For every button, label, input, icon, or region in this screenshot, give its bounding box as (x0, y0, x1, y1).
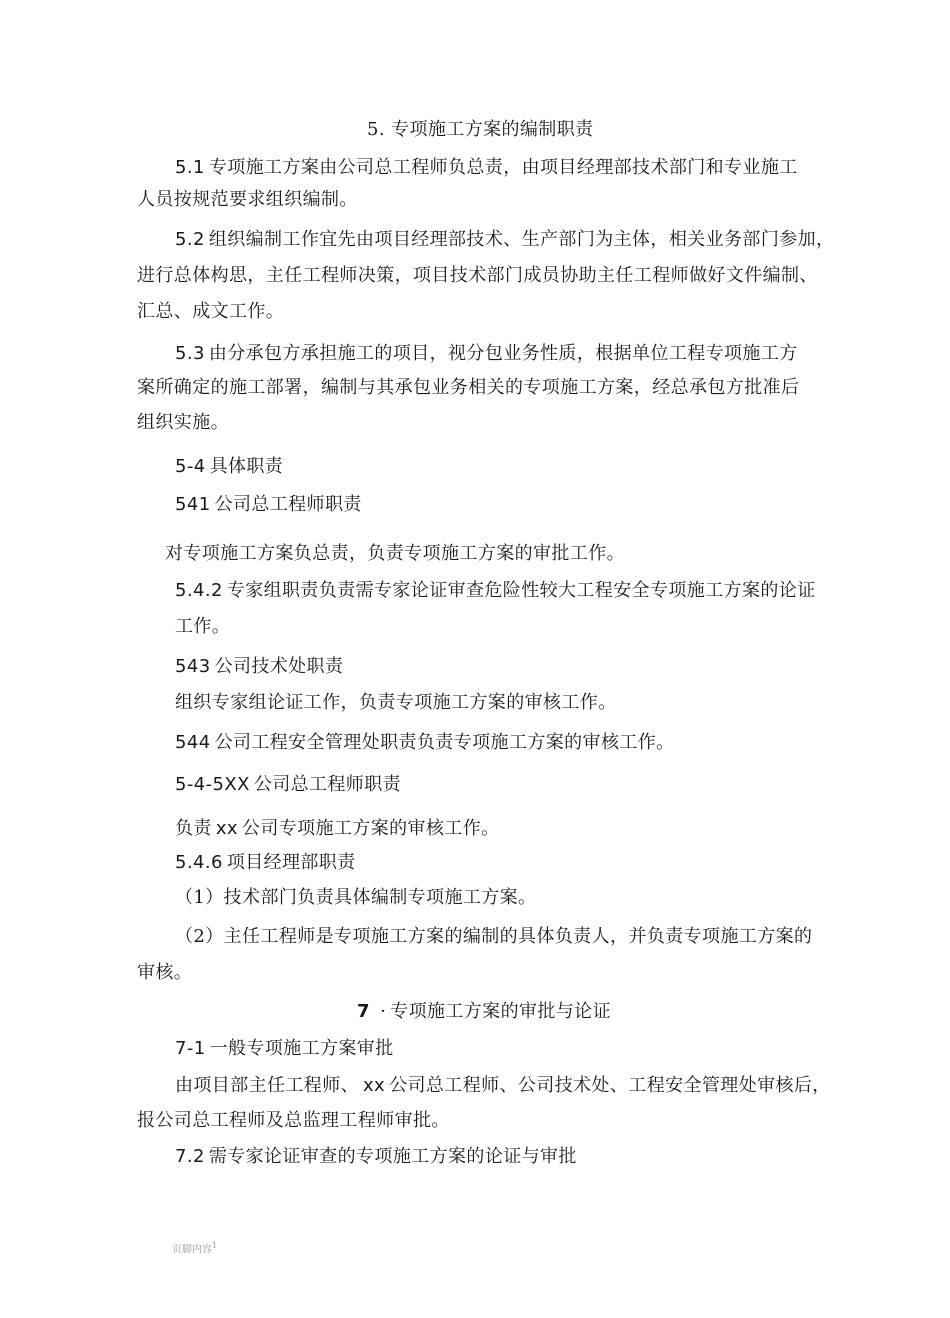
paragraph-5-1-line-2: 人员按规范要求组织编制。 (137, 189, 358, 210)
section-5-title: 5. 专项施工方案的编制职责 (367, 119, 594, 140)
paragraph-5-2-line-1: 5.2 组织编制工作宜先由项目经理部技术、生产部门为主体，相关业务部门参加， (175, 229, 835, 250)
paragraph-5-4-6-item-2-line-2: 审核。 (137, 962, 193, 983)
paragraph-5-4-2-line-1: 5.4.2 专家组职责负责需专家论证审查危险性较大工程安全专项施工方案的论证 (175, 580, 816, 601)
paragraph-5-4-1: 541 公司总工程师职责 (175, 494, 362, 515)
paragraph-7-1-line-1: 由项目部主任工程师、 xx 公司总工程师、公司技术处、工程安全管理处审核后， (175, 1075, 831, 1096)
paragraph-5-4-2-line-2: 工作。 (175, 616, 231, 637)
paragraph-5-4-1-body: 对专项施工方案负总责，负责专项施工方案的审批工作。 (165, 543, 625, 564)
paragraph-5-2-line-2: 进行总体构思，主任工程师决策，项目技术部门成员协助主任工程师做好文件编制、 (137, 265, 818, 286)
paragraph-5-2-line-3: 汇总、成文工作。 (137, 301, 285, 322)
paragraph-5-3-line-2: 案所确定的施工部署，编制与其承包业务相关的专项施工方案，经总承包方批准后 (137, 377, 800, 398)
section-7-title: 7 · 专项施工方案的审批与论证 (357, 1001, 611, 1022)
paragraph-5-4-3: 543 公司技术处职责 (175, 656, 344, 677)
paragraph-7-1-line-2: 报公司总工程师及总监理工程师审批。 (137, 1110, 450, 1131)
page-footer: 页脚内容$^1$ (172, 1240, 218, 1256)
paragraph-7-2: 7.2 需专家论证审查的专项施工方案的论证与审批 (175, 1146, 577, 1167)
paragraph-5-4-6: 5.4.6 项目经理部职责 (175, 852, 356, 873)
paragraph-5-4-4: 544 公司工程安全管理处职责负责专项施工方案的审核工作。 (175, 732, 675, 753)
paragraph-5-4: 5-4 具体职责 (175, 456, 284, 477)
paragraph-5-4-5: 5-4-5XX 公司总工程师职责 (175, 774, 402, 795)
paragraph-5-4-3-body: 组织专家组论证工作，负责专项施工方案的审核工作。 (175, 692, 617, 713)
paragraph-5-3-line-3: 组织实施。 (137, 412, 229, 433)
paragraph-5-4-5-body: 负责 xx 公司专项施工方案的审核工作。 (175, 818, 500, 839)
paragraph-5-4-6-item-1: （1）技术部门负责具体编制专项施工方案。 (175, 887, 537, 908)
paragraph-7-1: 7-1 一般专项施工方案审批 (175, 1038, 394, 1059)
paragraph-5-3-line-1: 5.3 由分承包方承担施工的项目，视分包业务性质，根据单位工程专项施工方 (175, 343, 798, 364)
paragraph-5-1-line-1: 5.1 专项施工方案由公司总工程师负总责，由项目经理部技术部门和专业施工 (175, 157, 798, 178)
paragraph-5-4-6-item-2-line-1: （2）主任工程师是专项施工方案的编制的具体负责人，并负责专项施工方案的 (175, 926, 813, 947)
